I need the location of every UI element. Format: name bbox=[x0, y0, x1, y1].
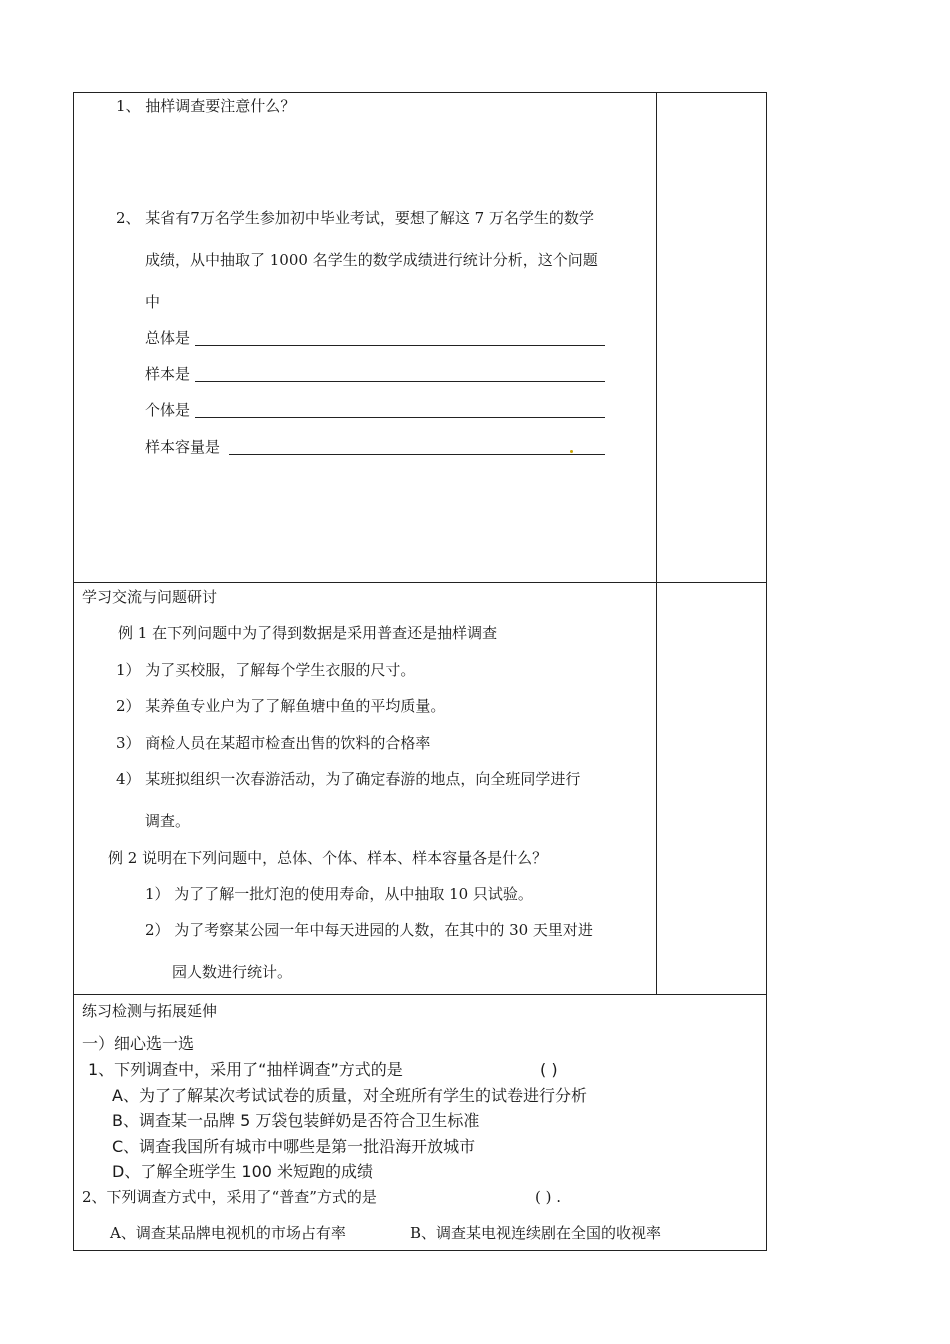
example-1-item-4-cont: 调查。 bbox=[145, 812, 191, 830]
example-1-title: 例 1 在下列问题中为了得到数据是采用普查还是抽样调查 bbox=[118, 624, 498, 642]
table-border-left bbox=[73, 92, 74, 1251]
mc-question-1-option-a[interactable]: A、为了了解某次考试试卷的质量，对全班所有学生的试卷进行分析 bbox=[112, 1086, 587, 1105]
example-2-item-2-cont: 园人数进行统计。 bbox=[172, 963, 293, 981]
fill-blank-individual[interactable] bbox=[195, 417, 605, 418]
mc-question-2-option-a[interactable]: A、调查某品牌电视机的市场占有率 bbox=[110, 1224, 346, 1242]
question-1: 1、 抽样调查要注意什么？ bbox=[116, 97, 296, 115]
section-3-heading: 练习检测与拓展延伸 bbox=[82, 1002, 218, 1020]
example-1-item-1: 1） 为了买校服，了解每个学生衣服的尺寸。 bbox=[116, 661, 416, 679]
mc-question-1-option-d[interactable]: D、了解全班学生 100 米短跑的成绩 bbox=[112, 1162, 374, 1181]
mc-question-1-option-c[interactable]: C、调查我国所有城市中哪些是第一批沿海开放城市 bbox=[112, 1137, 476, 1156]
fill-label-sample: 样本是 bbox=[145, 365, 191, 383]
row-divider-2 bbox=[73, 994, 767, 995]
fill-blank-capacity[interactable] bbox=[229, 454, 605, 455]
fill-label-total: 总体是 bbox=[145, 329, 191, 347]
example-1-item-3: 3） 商检人员在某超市检查出售的饮料的合格率 bbox=[116, 734, 431, 752]
table-border-right bbox=[766, 92, 767, 1251]
mc-question-1-answer-paren[interactable]: ( ) bbox=[540, 1060, 558, 1079]
fill-blank-total[interactable] bbox=[195, 345, 605, 346]
section-2-heading: 学习交流与问题研讨 bbox=[82, 588, 218, 606]
section-3-subheading: 一）细心选一选 bbox=[82, 1034, 195, 1053]
table-border-top bbox=[73, 92, 767, 93]
ink-speck bbox=[570, 450, 573, 453]
example-1-item-2: 2） 某养鱼专业户为了了解鱼塘中鱼的平均质量。 bbox=[116, 697, 446, 715]
fill-blank-sample[interactable] bbox=[195, 381, 605, 382]
mc-question-2: 2、下列调查方式中，采用了“普查”方式的是 bbox=[82, 1188, 377, 1206]
column-divider bbox=[656, 92, 657, 995]
example-2-item-1: 1） 为了了解一批灯泡的使用寿命，从中抽取 10 只试验。 bbox=[145, 885, 533, 903]
table-border-bottom bbox=[73, 1250, 767, 1251]
question-2-line-1: 2、 某省有7万名学生参加初中毕业考试，要想了解这 7 万名学生的数学 bbox=[116, 209, 594, 227]
mc-question-2-option-b[interactable]: B、调查某电视连续剧在全国的收视率 bbox=[410, 1224, 662, 1242]
question-2-line-3: 中 bbox=[145, 293, 161, 311]
fill-label-individual: 个体是 bbox=[145, 401, 191, 419]
example-1-item-4: 4） 某班拟组织一次春游活动，为了确定春游的地点，向全班同学进行 bbox=[116, 770, 581, 788]
row-divider-1 bbox=[73, 582, 767, 583]
example-2-title: 例 2 说明在下列问题中，总体、个体、样本、样本容量各是什么？ bbox=[108, 849, 548, 867]
example-2-item-2: 2） 为了考察某公园一年中每天进园的人数，在其中的 30 天里对进 bbox=[145, 921, 593, 939]
mc-question-1-option-b[interactable]: B、调查某一品牌 5 万袋包装鲜奶是否符合卫生标准 bbox=[112, 1111, 480, 1130]
mc-question-1: 1、下列调查中，采用了“抽样调查”方式的是 bbox=[88, 1060, 403, 1079]
fill-label-capacity: 样本容量是 bbox=[145, 438, 221, 456]
question-2-line-2: 成绩，从中抽取了 1000 名学生的数学成绩进行统计分析，这个问题 bbox=[145, 251, 598, 269]
mc-question-2-answer-paren[interactable]: ( ) . bbox=[535, 1188, 562, 1206]
